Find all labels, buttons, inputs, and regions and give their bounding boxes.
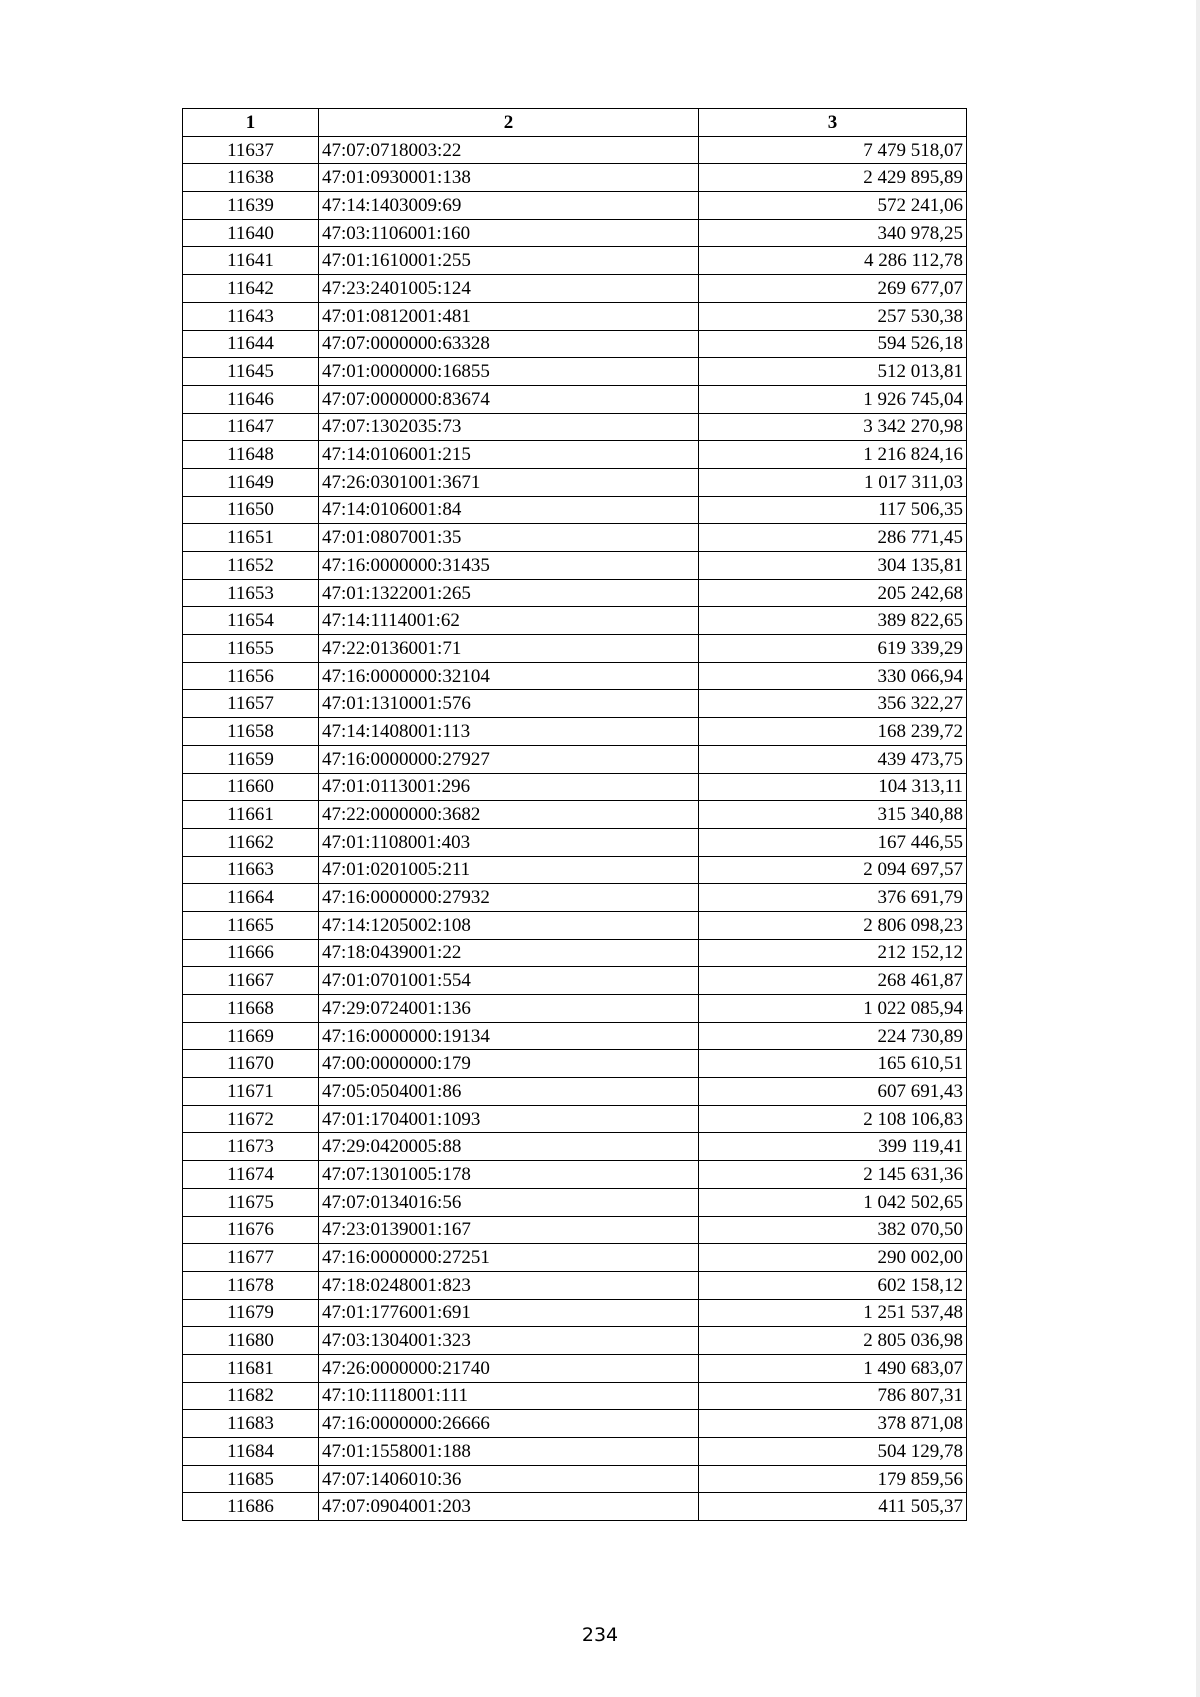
cadastral-number-cell: 47:07:0904001:203 bbox=[319, 1493, 699, 1521]
row-number-cell: 11666 bbox=[183, 939, 319, 967]
table-row bbox=[183, 1133, 967, 1161]
value-cell: 786 807,31 bbox=[699, 1382, 967, 1410]
value-cell: 619 339,29 bbox=[699, 635, 967, 663]
value-cell: 2 429 895,89 bbox=[699, 164, 967, 192]
cadastral-number-cell: 47:16:0000000:27927 bbox=[319, 745, 699, 773]
value-cell: 167 446,55 bbox=[699, 828, 967, 856]
row-number-cell: 11664 bbox=[183, 884, 319, 912]
table-row bbox=[183, 1299, 967, 1327]
table-row bbox=[183, 441, 967, 469]
row-number-cell: 11639 bbox=[183, 192, 319, 220]
row-number-cell: 11663 bbox=[183, 856, 319, 884]
row-number-cell: 11647 bbox=[183, 413, 319, 441]
table-row bbox=[183, 911, 967, 939]
table-row bbox=[183, 995, 967, 1023]
row-number-cell: 11671 bbox=[183, 1078, 319, 1106]
row-number-cell: 11646 bbox=[183, 385, 319, 413]
table-row bbox=[183, 524, 967, 552]
value-cell: 168 239,72 bbox=[699, 718, 967, 746]
cadastral-number-cell: 47:22:0000000:3682 bbox=[319, 801, 699, 829]
cadastral-number-cell: 47:01:1610001:255 bbox=[319, 247, 699, 275]
table-row bbox=[183, 1382, 967, 1410]
row-number-cell: 11679 bbox=[183, 1299, 319, 1327]
cadastral-number-cell: 47:23:0139001:167 bbox=[319, 1216, 699, 1244]
cadastral-number-cell: 47:01:1776001:691 bbox=[319, 1299, 699, 1327]
table-row bbox=[183, 1244, 967, 1272]
column-header-1: 1 bbox=[183, 109, 319, 137]
row-number-cell: 11658 bbox=[183, 718, 319, 746]
cadastral-number-cell: 47:07:1301005:178 bbox=[319, 1161, 699, 1189]
row-number-cell: 11653 bbox=[183, 579, 319, 607]
row-number-cell: 11668 bbox=[183, 995, 319, 1023]
cadastral-number-cell: 47:18:0439001:22 bbox=[319, 939, 699, 967]
cadastral-number-cell: 47:05:0504001:86 bbox=[319, 1078, 699, 1106]
value-cell: 2 108 106,83 bbox=[699, 1105, 967, 1133]
table-header-row bbox=[183, 109, 967, 137]
cadastral-number-cell: 47:01:0807001:35 bbox=[319, 524, 699, 552]
row-number-cell: 11656 bbox=[183, 662, 319, 690]
table-row bbox=[183, 1161, 967, 1189]
table-row bbox=[183, 164, 967, 192]
row-number-cell: 11657 bbox=[183, 690, 319, 718]
row-number-cell: 11650 bbox=[183, 496, 319, 524]
row-number-cell: 11645 bbox=[183, 358, 319, 386]
cadastral-number-cell: 47:23:2401005:124 bbox=[319, 275, 699, 303]
table-row bbox=[183, 1410, 967, 1438]
table-row bbox=[183, 385, 967, 413]
table-row bbox=[183, 607, 967, 635]
value-cell: 304 135,81 bbox=[699, 552, 967, 580]
value-cell: 389 822,65 bbox=[699, 607, 967, 635]
row-number-cell: 11649 bbox=[183, 468, 319, 496]
value-cell: 315 340,88 bbox=[699, 801, 967, 829]
value-cell: 512 013,81 bbox=[699, 358, 967, 386]
table-row bbox=[183, 219, 967, 247]
cadastral-number-cell: 47:07:0000000:63328 bbox=[319, 330, 699, 358]
table-row bbox=[183, 468, 967, 496]
value-cell: 2 094 697,57 bbox=[699, 856, 967, 884]
cadastral-number-cell: 47:01:0930001:138 bbox=[319, 164, 699, 192]
row-number-cell: 11637 bbox=[183, 136, 319, 164]
cadastral-number-cell: 47:16:0000000:31435 bbox=[319, 552, 699, 580]
table-row bbox=[183, 1493, 967, 1521]
row-number-cell: 11659 bbox=[183, 745, 319, 773]
table-row bbox=[183, 856, 967, 884]
cadastral-number-cell: 47:14:0106001:215 bbox=[319, 441, 699, 469]
table-row bbox=[183, 718, 967, 746]
table-row bbox=[183, 358, 967, 386]
value-cell: 399 119,41 bbox=[699, 1133, 967, 1161]
row-number-cell: 11640 bbox=[183, 219, 319, 247]
cadastral-number-cell: 47:01:0812001:481 bbox=[319, 302, 699, 330]
value-cell: 7 479 518,07 bbox=[699, 136, 967, 164]
value-cell: 340 978,25 bbox=[699, 219, 967, 247]
value-cell: 504 129,78 bbox=[699, 1438, 967, 1466]
table-row bbox=[183, 690, 967, 718]
cadastral-number-cell: 47:01:1558001:188 bbox=[319, 1438, 699, 1466]
value-cell: 2 805 036,98 bbox=[699, 1327, 967, 1355]
row-number-cell: 11667 bbox=[183, 967, 319, 995]
row-number-cell: 11672 bbox=[183, 1105, 319, 1133]
table-row bbox=[183, 635, 967, 663]
value-cell: 602 158,12 bbox=[699, 1271, 967, 1299]
cadastral-number-cell: 47:07:0134016:56 bbox=[319, 1188, 699, 1216]
table-row bbox=[183, 1022, 967, 1050]
value-cell: 330 066,94 bbox=[699, 662, 967, 690]
row-number-cell: 11681 bbox=[183, 1354, 319, 1382]
row-number-cell: 11655 bbox=[183, 635, 319, 663]
value-cell: 607 691,43 bbox=[699, 1078, 967, 1106]
page-edge-divider bbox=[1196, 0, 1200, 1697]
value-cell: 411 505,37 bbox=[699, 1493, 967, 1521]
cadastral-number-cell: 47:29:0724001:136 bbox=[319, 995, 699, 1023]
cadastral-number-cell: 47:01:1704001:1093 bbox=[319, 1105, 699, 1133]
row-number-cell: 11670 bbox=[183, 1050, 319, 1078]
cadastral-number-cell: 47:22:0136001:71 bbox=[319, 635, 699, 663]
row-number-cell: 11674 bbox=[183, 1161, 319, 1189]
value-cell: 1 251 537,48 bbox=[699, 1299, 967, 1327]
value-cell: 117 506,35 bbox=[699, 496, 967, 524]
row-number-cell: 11648 bbox=[183, 441, 319, 469]
cadastral-number-cell: 47:14:1403009:69 bbox=[319, 192, 699, 220]
table-row bbox=[183, 1271, 967, 1299]
cadastral-number-cell: 47:16:0000000:32104 bbox=[319, 662, 699, 690]
cadastral-number-cell: 47:01:0701001:554 bbox=[319, 967, 699, 995]
cadastral-number-cell: 47:10:1118001:111 bbox=[319, 1382, 699, 1410]
table-row bbox=[183, 330, 967, 358]
row-number-cell: 11654 bbox=[183, 607, 319, 635]
value-cell: 224 730,89 bbox=[699, 1022, 967, 1050]
value-cell: 257 530,38 bbox=[699, 302, 967, 330]
value-cell: 165 610,51 bbox=[699, 1050, 967, 1078]
row-number-cell: 11641 bbox=[183, 247, 319, 275]
cadastral-number-cell: 47:14:0106001:84 bbox=[319, 496, 699, 524]
value-cell: 378 871,08 bbox=[699, 1410, 967, 1438]
value-cell: 268 461,87 bbox=[699, 967, 967, 995]
cadastral-number-cell: 47:18:0248001:823 bbox=[319, 1271, 699, 1299]
page-number: 234 bbox=[581, 1624, 619, 1646]
table-row bbox=[183, 579, 967, 607]
value-cell: 205 242,68 bbox=[699, 579, 967, 607]
cadastral-number-cell: 47:01:0000000:16855 bbox=[319, 358, 699, 386]
cadastral-number-cell: 47:16:0000000:19134 bbox=[319, 1022, 699, 1050]
table-row bbox=[183, 302, 967, 330]
row-number-cell: 11661 bbox=[183, 801, 319, 829]
row-number-cell: 11643 bbox=[183, 302, 319, 330]
cadastral-number-cell: 47:16:0000000:27932 bbox=[319, 884, 699, 912]
row-number-cell: 11684 bbox=[183, 1438, 319, 1466]
cadastral-number-cell: 47:00:0000000:179 bbox=[319, 1050, 699, 1078]
table-row bbox=[183, 662, 967, 690]
cadastral-number-cell: 47:14:1205002:108 bbox=[319, 911, 699, 939]
row-number-cell: 11665 bbox=[183, 911, 319, 939]
cadastral-number-cell: 47:14:1408001:113 bbox=[319, 718, 699, 746]
table-row bbox=[183, 884, 967, 912]
row-number-cell: 11676 bbox=[183, 1216, 319, 1244]
table-row bbox=[183, 496, 967, 524]
value-cell: 290 002,00 bbox=[699, 1244, 967, 1272]
value-cell: 1 042 502,65 bbox=[699, 1188, 967, 1216]
row-number-cell: 11662 bbox=[183, 828, 319, 856]
table-row bbox=[183, 801, 967, 829]
cadastral-number-cell: 47:01:0201005:211 bbox=[319, 856, 699, 884]
cadastral-number-cell: 47:01:0113001:296 bbox=[319, 773, 699, 801]
table-row bbox=[183, 967, 967, 995]
row-number-cell: 11673 bbox=[183, 1133, 319, 1161]
row-number-cell: 11677 bbox=[183, 1244, 319, 1272]
cadastral-number-cell: 47:03:1106001:160 bbox=[319, 219, 699, 247]
cadastral-number-cell: 47:07:0718003:22 bbox=[319, 136, 699, 164]
table-row bbox=[183, 1050, 967, 1078]
cadastral-number-cell: 47:14:1114001:62 bbox=[319, 607, 699, 635]
value-cell: 3 342 270,98 bbox=[699, 413, 967, 441]
value-cell: 179 859,56 bbox=[699, 1465, 967, 1493]
value-cell: 1 216 824,16 bbox=[699, 441, 967, 469]
row-number-cell: 11642 bbox=[183, 275, 319, 303]
table-row bbox=[183, 136, 967, 164]
row-number-cell: 11675 bbox=[183, 1188, 319, 1216]
cadastral-number-cell: 47:26:0000000:21740 bbox=[319, 1354, 699, 1382]
row-number-cell: 11686 bbox=[183, 1493, 319, 1521]
value-cell: 382 070,50 bbox=[699, 1216, 967, 1244]
table-row bbox=[183, 413, 967, 441]
table-row bbox=[183, 275, 967, 303]
value-cell: 572 241,06 bbox=[699, 192, 967, 220]
table-row bbox=[183, 552, 967, 580]
table-row bbox=[183, 247, 967, 275]
table-row bbox=[183, 745, 967, 773]
cadastral-number-cell: 47:07:0000000:83674 bbox=[319, 385, 699, 413]
cadastral-number-cell: 47:16:0000000:27251 bbox=[319, 1244, 699, 1272]
cadastral-number-cell: 47:16:0000000:26666 bbox=[319, 1410, 699, 1438]
value-cell: 1 017 311,03 bbox=[699, 468, 967, 496]
row-number-cell: 11644 bbox=[183, 330, 319, 358]
value-cell: 2 806 098,23 bbox=[699, 911, 967, 939]
value-cell: 1 022 085,94 bbox=[699, 995, 967, 1023]
table-row bbox=[183, 1438, 967, 1466]
table-row bbox=[183, 1078, 967, 1106]
cadastral-number-cell: 47:01:1322001:265 bbox=[319, 579, 699, 607]
column-header-2: 2 bbox=[319, 109, 699, 137]
table-row bbox=[183, 192, 967, 220]
row-number-cell: 11685 bbox=[183, 1465, 319, 1493]
row-number-cell: 11683 bbox=[183, 1410, 319, 1438]
value-cell: 212 152,12 bbox=[699, 939, 967, 967]
value-cell: 4 286 112,78 bbox=[699, 247, 967, 275]
cadastral-number-cell: 47:07:1302035:73 bbox=[319, 413, 699, 441]
value-cell: 1 926 745,04 bbox=[699, 385, 967, 413]
row-number-cell: 11651 bbox=[183, 524, 319, 552]
cadastral-number-cell: 47:29:0420005:88 bbox=[319, 1133, 699, 1161]
row-number-cell: 11678 bbox=[183, 1271, 319, 1299]
table-row bbox=[183, 1188, 967, 1216]
cadastral-number-cell: 47:26:0301001:3671 bbox=[319, 468, 699, 496]
table-row bbox=[183, 1105, 967, 1133]
cadastral-number-cell: 47:03:1304001:323 bbox=[319, 1327, 699, 1355]
value-cell: 286 771,45 bbox=[699, 524, 967, 552]
table-row bbox=[183, 828, 967, 856]
cadastral-number-cell: 47:01:1108001:403 bbox=[319, 828, 699, 856]
table-row bbox=[183, 1465, 967, 1493]
table-body bbox=[183, 136, 967, 1520]
cadastral-number-cell: 47:07:1406010:36 bbox=[319, 1465, 699, 1493]
table-row bbox=[183, 773, 967, 801]
value-cell: 104 313,11 bbox=[699, 773, 967, 801]
row-number-cell: 11669 bbox=[183, 1022, 319, 1050]
value-cell: 2 145 631,36 bbox=[699, 1161, 967, 1189]
table-row bbox=[183, 939, 967, 967]
column-header-3: 3 bbox=[699, 109, 967, 137]
value-cell: 594 526,18 bbox=[699, 330, 967, 358]
data-table bbox=[182, 108, 967, 1521]
table-row bbox=[183, 1354, 967, 1382]
value-cell: 376 691,79 bbox=[699, 884, 967, 912]
row-number-cell: 11660 bbox=[183, 773, 319, 801]
value-cell: 439 473,75 bbox=[699, 745, 967, 773]
value-cell: 356 322,27 bbox=[699, 690, 967, 718]
row-number-cell: 11680 bbox=[183, 1327, 319, 1355]
row-number-cell: 11638 bbox=[183, 164, 319, 192]
row-number-cell: 11652 bbox=[183, 552, 319, 580]
table-row bbox=[183, 1216, 967, 1244]
value-cell: 1 490 683,07 bbox=[699, 1354, 967, 1382]
cadastral-number-cell: 47:01:1310001:576 bbox=[319, 690, 699, 718]
row-number-cell: 11682 bbox=[183, 1382, 319, 1410]
value-cell: 269 677,07 bbox=[699, 275, 967, 303]
table-row bbox=[183, 1327, 967, 1355]
